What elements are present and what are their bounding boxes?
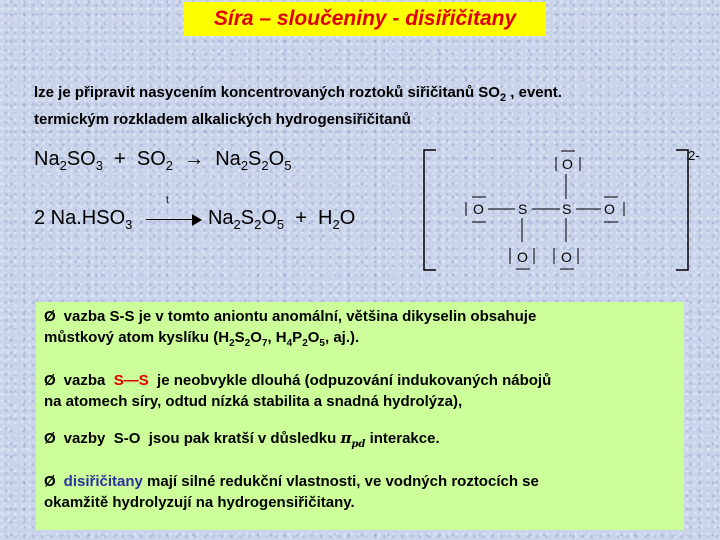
bullet-text: mají silné redukční vlastnosti, ve vodných roztocích se — [142, 473, 539, 490]
eq2-sub: 2 — [254, 217, 262, 232]
eq2-part: Na — [207, 207, 234, 229]
eq2-sub: 3 — [125, 217, 133, 232]
intro-paragraph — [34, 82, 694, 130]
atom-o-right: O — [604, 201, 615, 217]
eq2-part: S — [240, 207, 255, 229]
eq2-sub: 2 — [332, 217, 340, 232]
disulfite-structure-diagram — [420, 142, 710, 278]
bullet-item-3 — [44, 428, 674, 455]
eq2-sub: 5 — [276, 217, 285, 232]
eq1-sub: 2 — [59, 158, 67, 173]
bullet-sub: 7 — [261, 338, 268, 349]
atom-s-left: S — [518, 201, 528, 217]
eq1-sub: 2 — [165, 158, 173, 173]
eq1-arrow: → — [173, 148, 216, 170]
atom-o-left: O — [473, 201, 484, 217]
atom-o-top: O — [562, 156, 573, 172]
bullet-sub: 2 — [229, 338, 235, 349]
eq1-part: S — [248, 148, 262, 170]
bullet-text: je neobvykle dlouhá (odpuzování indukovaných nábojů — [148, 372, 552, 389]
bullet-text: na atomech síry, odtud nízká stabilita a snadná hydrolýza), — [44, 393, 463, 410]
eq1-sub: 5 — [284, 158, 292, 173]
eq2-sub: 2 — [233, 217, 241, 232]
bullet-text: S — [234, 329, 245, 346]
bullet-text: , H — [267, 329, 287, 346]
charge-label: 2- — [688, 148, 700, 163]
bullet-arrow-icon: Ø — [44, 372, 56, 389]
eq2-part: 2 Na.HSO — [34, 207, 126, 229]
bullet-arrow-icon: Ø — [44, 473, 56, 490]
bullet-text: O — [307, 329, 320, 346]
bullet-text: vazba — [63, 372, 114, 389]
bullet-blue-term: disiřičitany — [63, 473, 143, 490]
arrow-head — [192, 214, 202, 226]
bullet-highlight: S—S — [113, 372, 149, 389]
slide-title-text: Síra – sloučeniny - disiřičitany — [213, 7, 517, 30]
bullet-sub: 5 — [319, 338, 325, 349]
eq2-part: + H — [284, 207, 333, 229]
eq1-part: O — [268, 148, 285, 170]
bullet-text: interakce. — [365, 430, 440, 447]
arrow-shaft — [146, 219, 194, 220]
intro-text-a: lze je připravit nasycením koncentrovaných roztoků siřičitanů SO — [34, 84, 500, 101]
slide-title — [184, 2, 546, 36]
eq1-part: SO — [66, 148, 96, 170]
bullet-text: okamžitě hydrolyzují na hydrogensiřičitany. — [44, 494, 355, 511]
bullet-item-2 — [44, 370, 674, 412]
bullet-sub: 4 — [286, 338, 293, 349]
eq1-sub: 3 — [95, 158, 103, 173]
pi-sub: pd — [351, 439, 366, 450]
eq2-part: O — [339, 207, 356, 229]
eq1-part: Na — [215, 148, 241, 170]
equation-2 — [34, 194, 356, 232]
bullet-arrow-icon: Ø — [44, 430, 56, 447]
atom-s-right: S — [562, 201, 572, 217]
left-bracket — [424, 150, 436, 270]
bullet-text: O — [250, 329, 262, 346]
eq1-sub: 2 — [261, 158, 269, 173]
arrow-label: t — [165, 194, 169, 206]
bullet-item-4 — [44, 471, 674, 513]
bullet-item-1 — [44, 306, 674, 354]
right-bracket — [676, 150, 688, 270]
equation-1 — [34, 148, 291, 173]
eq1-sub: 2 — [240, 158, 249, 173]
intro-line2: termickým rozkladem alkalických hydrogensiřičitanů — [34, 111, 411, 128]
atom-o-bottom-left: O — [517, 249, 528, 265]
notes-box — [36, 302, 684, 530]
reaction-arrow-icon — [146, 194, 202, 229]
bullet-sub: 2 — [302, 338, 308, 349]
eq1-part: Na — [34, 148, 60, 170]
bullet-text: vazba S-S je v tomto aniontu anomální, většina dikyselin obsahuje — [63, 308, 537, 325]
bullet-text: , aj.). — [324, 329, 360, 346]
eq2-part: O — [261, 207, 277, 229]
atom-o-bottom-right: O — [561, 249, 572, 265]
bullet-text: P — [292, 329, 303, 346]
intro-sub-a: 2 — [499, 92, 507, 104]
eq1-part: + SO — [102, 148, 166, 170]
pi-symbol: π — [340, 429, 352, 447]
bullet-text: vazby S-O jsou pak kratší v důsledku — [63, 430, 341, 447]
bullet-text: můstkový atom kyslíku (H — [44, 329, 230, 346]
intro-text-b: , event. — [506, 84, 562, 101]
bullet-arrow-icon: Ø — [44, 308, 56, 325]
bullet-sub: 2 — [244, 338, 251, 349]
